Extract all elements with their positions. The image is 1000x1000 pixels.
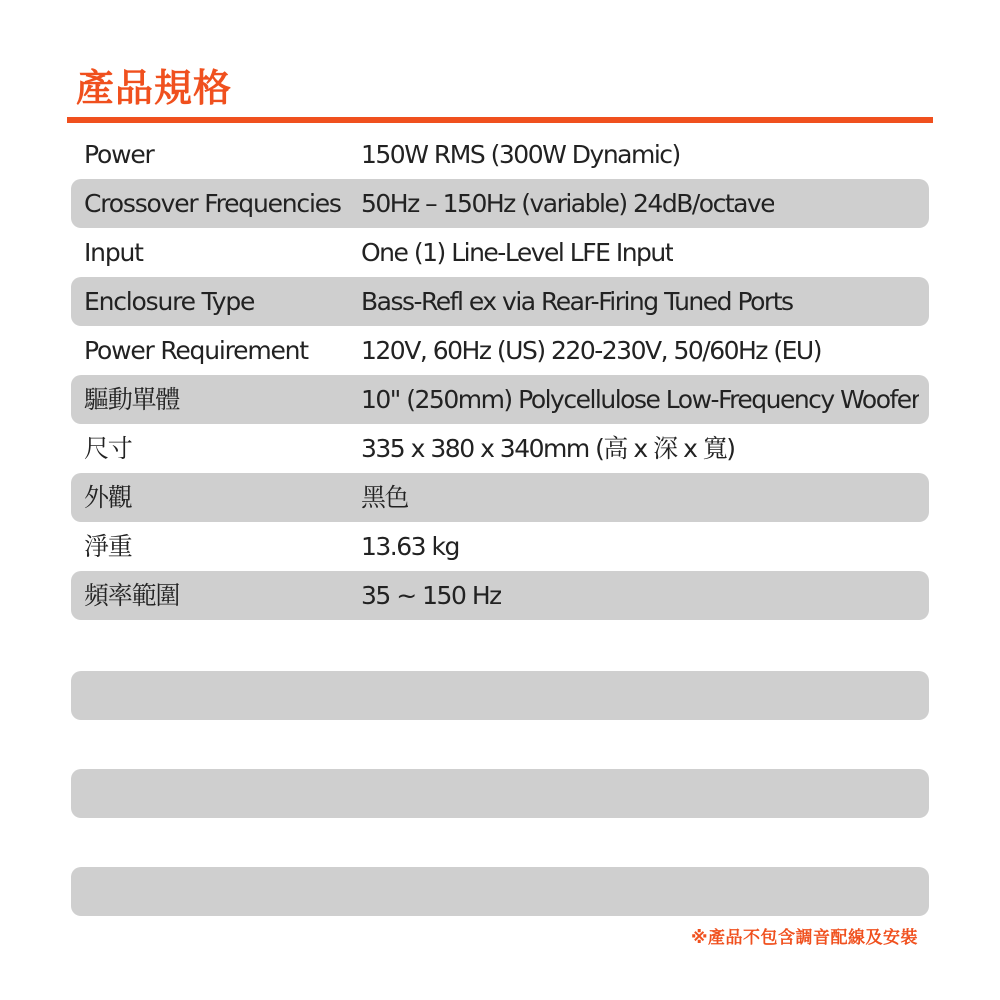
spec-row-crossover-frequencies (71, 179, 929, 228)
spec-value: 50Hz – 150Hz (variable) 24dB/octave (361, 189, 775, 218)
spec-table (71, 130, 929, 620)
spec-label: 頻率範圍 (84, 581, 180, 610)
spec-label: Enclosure Type (84, 287, 255, 316)
empty-spec-row (71, 769, 929, 818)
spec-row-net-weight (71, 522, 929, 571)
spec-label: Crossover Frequencies (84, 189, 341, 218)
spec-value: 黑色 (361, 483, 409, 512)
spec-row-finish (71, 473, 929, 522)
spec-row-enclosure-type (71, 277, 929, 326)
spec-row-driver (71, 375, 929, 424)
footnote: ※產品不包含調音配線及安裝 (690, 928, 918, 948)
spec-row-power-requirement (71, 326, 929, 375)
spec-value: 335 x 380 x 340mm (高 x 深 x 寬) (361, 434, 735, 463)
spec-value: One (1) Line-Level LFE Input (361, 238, 674, 267)
spec-row-frequency-range (71, 571, 929, 620)
title-underline (67, 117, 933, 123)
spec-value: 35 ~ 150 Hz (361, 581, 501, 610)
spec-row-dimensions (71, 424, 929, 473)
spec-value: 150W RMS (300W Dynamic) (361, 140, 680, 169)
spec-label: 淨重 (84, 532, 132, 561)
spec-label: Power Requirement (84, 336, 308, 365)
empty-spec-row (71, 671, 929, 720)
spec-value: 120V, 60Hz (US) 220-230V, 50/60Hz (EU) (361, 336, 821, 365)
spec-label: Input (84, 238, 143, 267)
spec-value: 10" (250mm) Polycellulose Low-Frequency Woofer (361, 385, 920, 414)
spec-label: Power (84, 140, 154, 169)
spec-row-input (71, 228, 929, 277)
page-title: 產品規格 (76, 66, 233, 110)
spec-label: 尺寸 (84, 434, 132, 463)
empty-spec-row (71, 867, 929, 916)
spec-label: 驅動單體 (84, 385, 180, 414)
spec-row-power (71, 130, 929, 179)
spec-value: 13.63 kg (361, 532, 459, 561)
spec-label: 外觀 (84, 483, 132, 512)
spec-value: Bass-Refl ex via Rear-Firing Tuned Ports (361, 287, 793, 316)
